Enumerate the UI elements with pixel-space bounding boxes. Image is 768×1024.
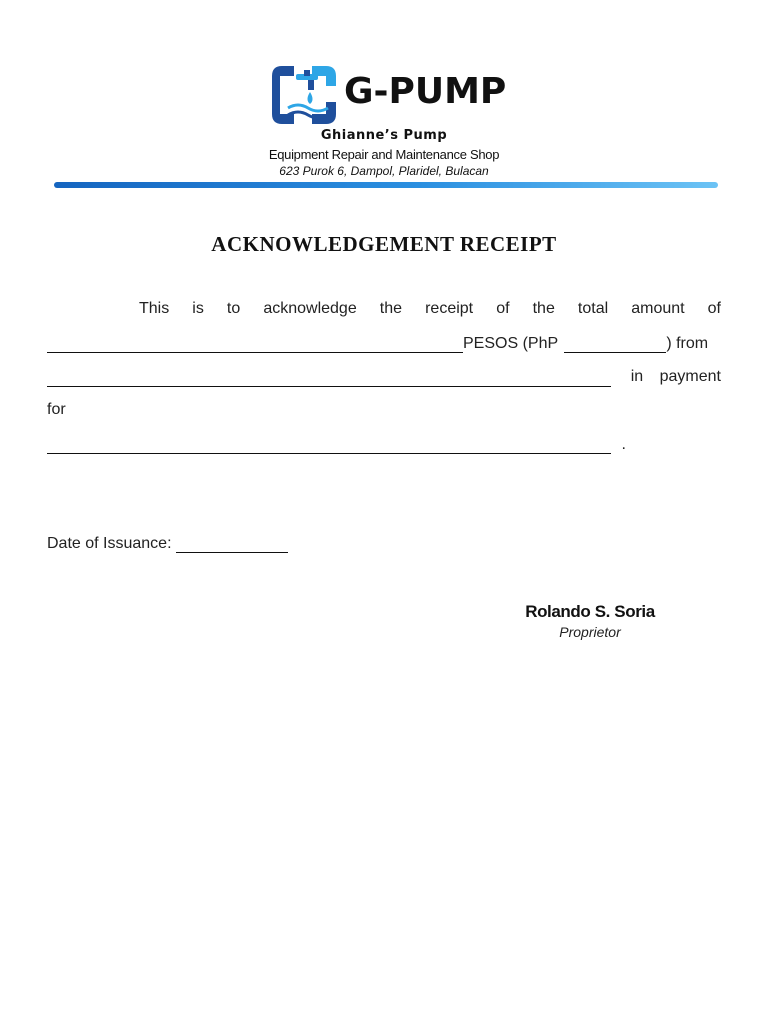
in-payment-label: in payment: [630, 368, 721, 385]
period-mark: .: [621, 436, 626, 453]
signatory-role: Proprietor: [559, 624, 621, 640]
logo-text: G-PUMP: [344, 71, 507, 112]
letterhead: [0, 0, 768, 200]
from-label: ) from: [666, 335, 709, 352]
document-title: ACKNOWLEDGEMENT RECEIPT: [211, 232, 557, 256]
pump-logo-icon: [268, 60, 342, 130]
payer-name-blank[interactable]: [47, 368, 611, 387]
company-logo: [268, 60, 508, 130]
date-of-issuance-row: [47, 535, 721, 557]
signatory-name: Rolando S. Soria: [525, 602, 655, 621]
receipt-line-3: [47, 368, 721, 390]
receipt-line-4: [47, 401, 721, 423]
header-divider: [54, 182, 718, 188]
shop-name: Ghianne’s Pump: [320, 128, 448, 143]
receipt-line-2: [47, 334, 721, 356]
pesos-label: PESOS (PhP: [463, 335, 558, 352]
acknowledge-text: This is to acknowledge the receipt of the total amount of: [139, 300, 721, 317]
amount-words-blank[interactable]: [47, 334, 463, 353]
date-blank[interactable]: [176, 536, 288, 553]
amount-php-blank[interactable]: [564, 334, 666, 353]
for-label: for: [47, 401, 66, 418]
date-label: Date of Issuance:: [47, 535, 172, 552]
shop-description: Equipment Repair and Maintenance Shop: [268, 147, 500, 162]
shop-address: 623 Purok 6, Dampol, Plaridel, Bulacan: [279, 164, 489, 178]
payment-purpose-blank[interactable]: [47, 437, 611, 454]
receipt-line-5: [47, 436, 721, 458]
receipt-line-1: [47, 300, 721, 322]
